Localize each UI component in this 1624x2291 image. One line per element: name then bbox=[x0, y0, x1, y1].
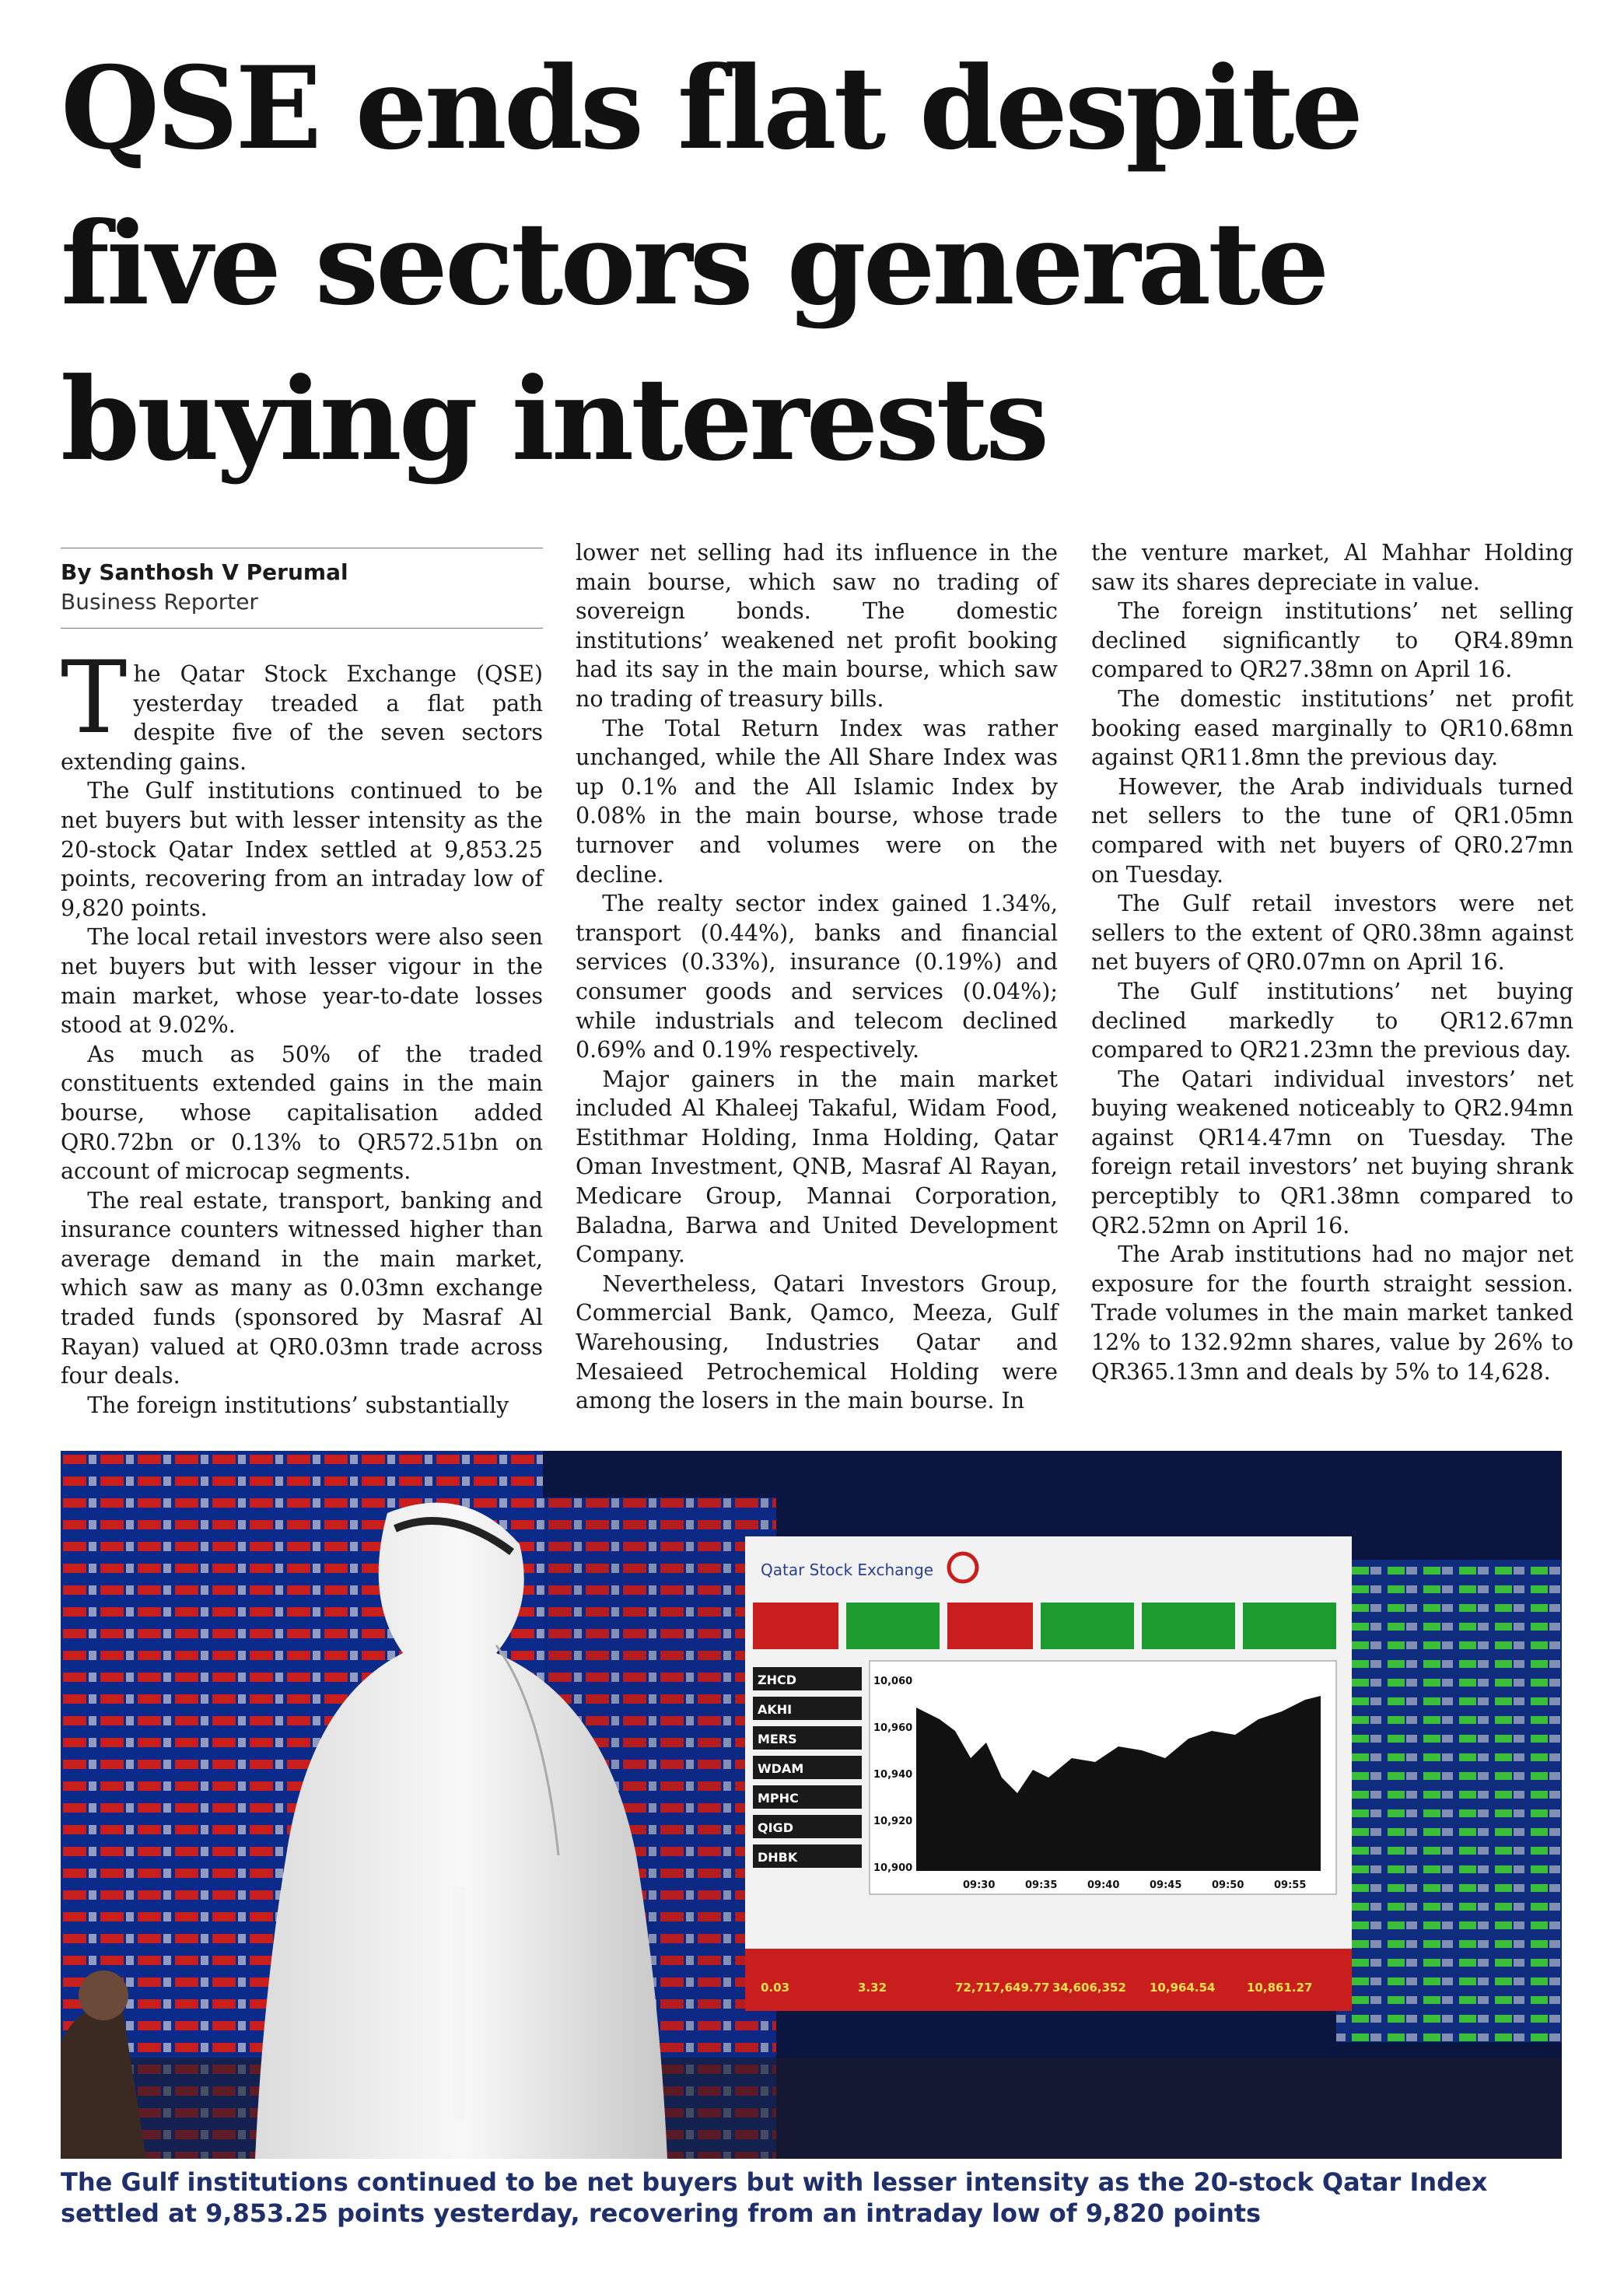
stock-exchange-photo bbox=[61, 1451, 1562, 2159]
paragraph: The Total Return Index was rather unchanged, while the All Share Index was up 0.1% and the All Islamic Index by 0.08% in the main bourse, whose trade turnover and volumes were on the decline. bbox=[576, 715, 1058, 888]
photo-illustration bbox=[61, 1451, 1562, 2159]
paragraph: The Gulf retail investors were net sellers to the extent of QR0.38mn against net buyers of QR0.07mn on April 16. bbox=[1091, 891, 1573, 976]
paragraph: The Gulf institutions’ net buying declined markedly to QR12.67mn compared to QR21.23mn the previous day. bbox=[1091, 978, 1573, 1063]
paragraph: However, the Arab individuals turned net sellers to the tune of QR1.05mn compared with net buyers of QR0.27mn on Tuesday. bbox=[1091, 773, 1573, 888]
paragraph-text: he Qatar Stock Exchange (QSE) yesterday treaded a flat path despite five of the seven sectors extending gains. bbox=[61, 661, 543, 775]
chart-x-tick: 09:55 bbox=[1274, 1879, 1307, 1891]
paragraph: The real estate, transport, banking and insurance counters witnessed higher than average demand in the main market, which saw as many as 0.03mn exchange traded funds (sponsored by Masraf Al Rayan) valued at QR0.03mn trade across four deals. bbox=[61, 1187, 543, 1389]
paragraph: the venture market, Al Mahhar Holding saw its shares depreciate in value. bbox=[1091, 540, 1573, 595]
paragraph: The foreign institutions’ net selling declined significantly to QR4.89mn compared to QR27.38mn on April 16. bbox=[1091, 598, 1573, 683]
paragraph: The local retail investors were also seen net buyers but with lesser vigour in the main market, whose year-to-date losses stood at 9.02%. bbox=[61, 924, 543, 1039]
article-column-1 bbox=[61, 538, 543, 1420]
chart-y-tick: 10,900 bbox=[873, 1862, 913, 1874]
chart-y-tick: 10,960 bbox=[873, 1722, 913, 1734]
author-name: By Santhosh V Perumal bbox=[61, 559, 348, 585]
bottom-value: 3.32 bbox=[858, 1981, 887, 1995]
bottom-value: 34,606,352 bbox=[1052, 1981, 1126, 1995]
paragraph: The Qatari individual investors’ net buying weakened noticeably to QR2.94mn against QR14.47mn on Tuesday. The foreign retail investors’ net buying shrank perceptibly to QR1.38mn compared to QR2.52mn on April 16. bbox=[1091, 1066, 1573, 1238]
paragraph: Nevertheless, Qatari Investors Group, Commercial Bank, Qamco, Meeza, Gulf Warehousing, Industries Qatar and Mesaieed Petrochemical Holding were among the losers in the main bourse. In bbox=[576, 1270, 1058, 1414]
ticker-label: MERS bbox=[758, 1732, 797, 1746]
headline-line-2: five sectors generate bbox=[61, 198, 1327, 331]
paragraph: As much as 50% of the traded constituents extended gains in the main bourse, whose capitalisation added QR0.72bn or 0.13% to QR572.51bn on account of microcap segments. bbox=[61, 1041, 543, 1185]
headline-line-1: QSE ends flat despite bbox=[61, 42, 1361, 175]
paragraph: The foreign institutions’ substantially bbox=[87, 1392, 509, 1418]
paragraph: The domestic institutions’ net profit booking eased marginally to QR10.68mn against QR11.8mn the previous day. bbox=[1091, 685, 1573, 771]
chart-x-tick: 09:40 bbox=[1087, 1879, 1120, 1891]
bottom-value: 0.03 bbox=[761, 1981, 790, 1995]
paragraph: The Gulf institutions continued to be net buyers but with lesser intensity as the 20-stock Qatar Index settled at 9,853.25 points, recovering from an intraday low of 9,820 points. bbox=[61, 778, 543, 921]
byline bbox=[61, 548, 543, 629]
chart-x-tick: 09:30 bbox=[963, 1879, 996, 1891]
chart-x-tick: 09:50 bbox=[1212, 1879, 1244, 1891]
paragraph: lower net selling had its influence in the main bourse, which saw no trading of sovereign bonds. The domestic institutions’ weakened net profit booking had its say in the main bourse, which saw no trading of treasury bills. bbox=[576, 540, 1058, 712]
headline-line-3: buying interests bbox=[61, 353, 1047, 486]
ticker-label: MPHC bbox=[758, 1791, 799, 1806]
article-column-2 bbox=[576, 538, 1058, 1416]
chart-x-tick: 09:35 bbox=[1025, 1879, 1058, 1891]
author-role: Business Reporter bbox=[61, 589, 258, 615]
bottom-value: 72,717,649.77 bbox=[955, 1981, 1050, 1995]
ticker-label: WDAM bbox=[758, 1761, 804, 1776]
paragraph bbox=[61, 640, 543, 776]
bottom-value: 10,861.27 bbox=[1247, 1981, 1313, 1995]
chart-y-tick: 10,920 bbox=[873, 1816, 913, 1827]
chart-x-tick: 09:45 bbox=[1150, 1879, 1182, 1891]
ticker-label: QIGD bbox=[758, 1820, 793, 1835]
drop-cap: T bbox=[61, 640, 128, 756]
paragraph: Major gainers in the main market included Al Khaleej Takaful, Widam Food, Estithmar Holding, Inma Holding, Qatar Oman Investment, QNB, Masraf Al Rayan, Medicare Group, Mannai Corporation, Baladna, Barwa and United Development Company. bbox=[576, 1066, 1058, 1268]
chart-y-tick: 10,060 bbox=[873, 1676, 913, 1687]
ticker-label: ZHCD bbox=[758, 1673, 797, 1687]
chart-y-tick: 10,940 bbox=[873, 1769, 913, 1781]
ticker-label: AKHI bbox=[758, 1702, 793, 1717]
paragraph: The Arab institutions had no major net exposure for the fourth straight session. Trade volumes in the main market tanked 12% to 132.92mn shares, value by 26% to QR365.13mn and deals by 5% to 14,628. bbox=[1091, 1242, 1573, 1385]
article-column-3 bbox=[1091, 538, 1573, 1386]
bottom-value: 10,964.54 bbox=[1150, 1981, 1216, 1995]
headline bbox=[61, 31, 1585, 498]
photo-caption: The Gulf institutions continued to be net buyers but with lesser intensity as the 20-stock Qatar Index settled at 9,853.25 points yesterday, recovering from an intraday low of 9,820 points bbox=[61, 2167, 1488, 2228]
ticker-list bbox=[753, 1667, 862, 1868]
screen-title: Qatar Stock Exchange bbox=[761, 1561, 934, 1579]
paragraph: The realty sector index gained 1.34%, transport (0.44%), banks and financial services (0.33%), insurance (0.19%) and consumer goods and services (0.04%); while industrials and telecom declined 0.69% and 0.19% respectively. bbox=[576, 891, 1058, 1063]
ticker-label: DHBK bbox=[758, 1850, 798, 1865]
